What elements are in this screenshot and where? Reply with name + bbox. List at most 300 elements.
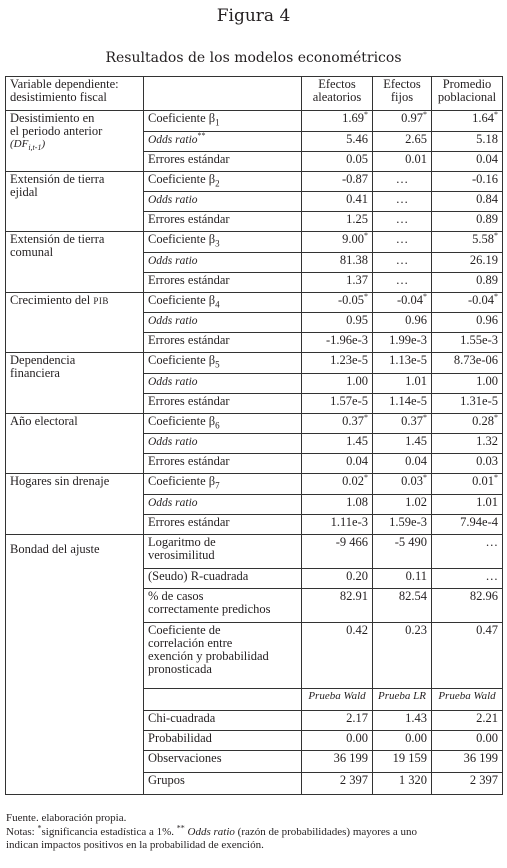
footnote — [6, 823, 504, 852]
value-cell — [373, 232, 432, 253]
statistic-label-cell — [144, 413, 302, 434]
fit-value-cell — [432, 622, 503, 688]
variable-row — [6, 353, 503, 374]
test-stat-label-cell — [144, 730, 302, 750]
value: -0.05 — [337, 292, 364, 307]
value: … — [395, 212, 409, 226]
variable-name-line: ejidal — [10, 184, 38, 199]
value-cell — [432, 192, 503, 212]
empty-test-label-cell — [144, 688, 302, 710]
test-stat-label: Chi-cuadrada — [148, 710, 216, 725]
value: 0.28 — [472, 413, 494, 428]
statistic-label: Errores estándar — [148, 151, 230, 166]
test-name-cell — [302, 688, 373, 710]
value-cell — [373, 454, 432, 474]
test-stat-value-cell — [373, 730, 432, 750]
footnote-line-1 — [6, 823, 504, 839]
value: 5.58 — [472, 232, 494, 246]
value: 1.64 — [472, 111, 494, 125]
variable-name-cell — [6, 171, 144, 232]
value: -0.87 — [341, 171, 368, 186]
symbol-close: ) — [41, 138, 46, 150]
header-line: Efectos — [383, 77, 421, 91]
value: 1.37 — [346, 272, 368, 287]
significance-mark: * — [423, 473, 427, 482]
fit-value: -9 466 — [335, 534, 368, 549]
fit-value: -5 490 — [394, 534, 427, 549]
header-line: fijos — [390, 90, 414, 104]
statistic-label: Errores estándar — [148, 454, 230, 468]
value: 1.00 — [346, 373, 368, 388]
variable-name-acronym: PIB — [93, 295, 109, 306]
value-cell — [432, 333, 503, 353]
value-cell — [302, 292, 373, 313]
value-cell — [373, 333, 432, 353]
statistic-label: Coeficiente β — [148, 292, 216, 307]
significance-mark: * — [494, 473, 498, 482]
value-cell — [373, 171, 432, 192]
statistic-label: Coeficiente β — [148, 171, 216, 186]
fit-label-line: (Seudo) R-cuadrada — [148, 568, 249, 583]
statistic-label-cell — [144, 353, 302, 374]
value: 0.04 — [346, 454, 368, 468]
statistic-label-cell — [144, 192, 302, 212]
fit-value: 0.20 — [346, 568, 368, 583]
fit-value-cell — [373, 534, 432, 568]
statistic-label: Coeficiente β — [148, 353, 216, 367]
value: 1.31e-5 — [460, 393, 498, 408]
value: 0.96 — [405, 313, 427, 327]
value-cell — [373, 252, 432, 272]
value-cell — [432, 111, 503, 132]
significance-mark: * — [494, 413, 498, 422]
variable-name-cell — [6, 474, 144, 535]
variable-symbol — [10, 138, 139, 154]
value-cell — [373, 151, 432, 171]
value: 0.05 — [346, 151, 368, 166]
test-stat-value-cell — [373, 750, 432, 772]
fit-value: 82.54 — [398, 588, 427, 603]
variable-name-cell — [6, 353, 144, 414]
value: 1.01 — [476, 494, 498, 509]
value-cell — [302, 313, 373, 333]
significance-mark: * — [37, 823, 42, 833]
value-cell — [432, 373, 503, 393]
test-stat-value-cell — [302, 730, 373, 750]
significance-mark: * — [364, 292, 368, 301]
value: -0.04 — [467, 292, 494, 307]
significance-mark: * — [364, 231, 368, 240]
value: 1.23e-5 — [330, 353, 368, 367]
fit-label-cell — [144, 622, 302, 688]
test-stat-value-cell — [432, 750, 503, 772]
variable-name-line: Dependencia — [10, 353, 76, 367]
value-cell — [432, 171, 503, 192]
statistic-label: Coeficiente β — [148, 474, 216, 488]
test-stat-value: 1 320 — [398, 772, 427, 787]
fit-value: 0.23 — [405, 622, 427, 637]
odds-text: (razón de probabilidades) mayores a uno — [234, 826, 417, 838]
value: 1.02 — [405, 494, 427, 509]
statistic-label: Odds ratio — [148, 375, 198, 388]
source-note: Fuente. elaboración propia. — [6, 812, 127, 824]
value: 0.89 — [476, 272, 498, 287]
value: 0.84 — [476, 192, 498, 206]
test-stat-value: 0.00 — [346, 730, 368, 745]
value: 1.25 — [346, 212, 368, 226]
statistic-label: Coeficiente β — [148, 413, 216, 428]
value: 1.99e-3 — [389, 333, 427, 347]
statistic-label-cell — [144, 474, 302, 495]
value-cell — [432, 292, 503, 313]
value: 8.73e-06 — [453, 353, 498, 367]
value-cell — [302, 333, 373, 353]
symbol-open: (DF — [10, 138, 29, 150]
value-cell — [432, 272, 503, 292]
value: … — [395, 232, 409, 246]
value-cell — [432, 413, 503, 434]
fit-value-cell — [302, 568, 373, 588]
dependent-header-line: Variable dependiente: — [10, 77, 119, 91]
value-cell — [373, 313, 432, 333]
significance-mark: * — [494, 231, 498, 240]
value: 0.04 — [405, 454, 427, 468]
beta-subscript: 1 — [215, 117, 220, 128]
statistic-label: Errores estándar — [148, 393, 230, 408]
statistic-label-cell — [144, 514, 302, 534]
fit-value: 0.47 — [476, 622, 498, 637]
test-name: Prueba Wald — [438, 689, 496, 702]
fit-label-line: Coeficiente de — [148, 622, 221, 637]
value-cell — [302, 454, 373, 474]
value: 1.55e-3 — [460, 333, 498, 347]
value-cell — [302, 434, 373, 454]
variable-row — [6, 171, 503, 192]
test-stat-value: 0.00 — [476, 730, 498, 745]
statistic-label: Odds ratio — [148, 496, 198, 509]
value: -0.04 — [396, 292, 423, 307]
header-line: Efectos — [318, 77, 356, 91]
variable-name-cell — [6, 111, 144, 172]
value: 0.01 — [472, 474, 494, 488]
value: 0.02 — [342, 474, 364, 488]
variable-name-line: Extensión de tierra — [10, 171, 105, 186]
variable-name-line: el periodo anterior — [10, 124, 103, 138]
fit-value-cell — [432, 534, 503, 568]
fit-value-cell — [432, 588, 503, 622]
header-random-effects — [302, 77, 373, 111]
value-cell — [432, 252, 503, 272]
test-stat-value-cell — [373, 710, 432, 730]
test-name: Prueba LR — [378, 689, 426, 702]
header-population-average — [432, 77, 503, 111]
statistic-label-cell — [144, 272, 302, 292]
header-row — [6, 77, 503, 111]
fit-value: … — [485, 568, 498, 583]
header-fixed-effects — [373, 77, 432, 111]
value: 81.38 — [339, 252, 368, 267]
statistic-label-cell — [144, 292, 302, 313]
value: … — [395, 192, 409, 206]
footnote-line-2: indican impactos positivos en la probabilidad de exención. — [6, 839, 264, 851]
test-name-cell — [432, 688, 503, 710]
value-cell — [373, 272, 432, 292]
statistic-label-cell — [144, 252, 302, 272]
test-stat-value: 0.00 — [405, 730, 427, 745]
statistic-label-cell — [144, 454, 302, 474]
value-cell — [432, 454, 503, 474]
test-stat-label: Grupos — [148, 772, 185, 787]
value: 1.57e-5 — [330, 393, 368, 408]
value: 1.45 — [405, 434, 427, 448]
significance-mark: * — [364, 473, 368, 482]
value: 5.46 — [346, 131, 368, 146]
fit-value: 82.96 — [469, 588, 498, 603]
value-cell — [302, 131, 373, 151]
beta-subscript: 5 — [215, 359, 220, 370]
statistic-label: Errores estándar — [148, 212, 230, 226]
statistic-label-cell — [144, 111, 302, 132]
statistic-label: Odds ratio — [148, 436, 198, 448]
test-stat-label-cell — [144, 750, 302, 772]
fit-value-cell — [373, 622, 432, 688]
fit-name: Bondad del ajuste — [10, 541, 100, 556]
beta-subscript: 6 — [215, 420, 220, 430]
header-line: poblacional — [437, 90, 497, 104]
value: 0.97 — [401, 111, 423, 125]
value-cell — [302, 514, 373, 534]
value: 1.45 — [346, 434, 368, 448]
value-cell — [302, 272, 373, 292]
fit-value: 82.91 — [339, 588, 368, 603]
fit-label-line: pronosticada — [148, 661, 212, 676]
test-name: Prueba Wald — [308, 689, 366, 702]
statistic-label-cell — [144, 151, 302, 171]
value-cell — [302, 353, 373, 374]
statistic-label: Errores estándar — [148, 514, 230, 529]
test-stat-value: 2 397 — [469, 772, 498, 787]
value-cell — [302, 232, 373, 253]
value-cell — [373, 393, 432, 413]
fit-value: 0.42 — [346, 622, 368, 637]
variable-name-line: comunal — [10, 245, 54, 259]
header-line: aleatorios — [312, 90, 362, 104]
value-cell — [373, 192, 432, 212]
variable-name-line: Desistimiento en — [10, 111, 95, 125]
variable-row — [6, 111, 503, 132]
fit-value-cell — [302, 534, 373, 568]
value: 0.41 — [346, 192, 368, 206]
fit-label-line: verosimilitud — [148, 547, 215, 562]
value-cell — [432, 232, 503, 253]
variable-name-line: Extensión de tierra — [10, 232, 105, 246]
significance-mark: * — [494, 292, 498, 301]
value: 1.08 — [346, 494, 368, 509]
fit-value-cell — [302, 588, 373, 622]
value: 0.37 — [342, 413, 364, 428]
value-cell — [432, 353, 503, 374]
variable-name-cell — [6, 232, 144, 293]
test-stat-value: 1.43 — [405, 710, 427, 725]
value: 1.13e-5 — [389, 353, 427, 367]
value-cell — [373, 353, 432, 374]
statistic-label-cell — [144, 333, 302, 353]
statistic-label: Errores estándar — [148, 272, 230, 287]
label-superscript: ** — [197, 131, 206, 140]
test-stat-value: 36 199 — [333, 750, 368, 765]
odds-label: Odds ratio — [184, 826, 235, 838]
value-cell — [432, 393, 503, 413]
significance-text: significancia estadística a 1%. — [41, 826, 177, 838]
beta-subscript: 2 — [215, 178, 220, 188]
fit-row — [6, 534, 503, 568]
value: 1.14e-5 — [389, 393, 427, 408]
value-cell — [302, 494, 373, 514]
statistic-label: Odds ratio — [148, 254, 198, 267]
value-cell — [432, 151, 503, 171]
statistic-label: Coeficiente β — [148, 232, 216, 246]
table-title: Resultados de los modelos econométricos — [105, 50, 402, 66]
value: 2.65 — [405, 131, 427, 146]
value: 0.04 — [476, 151, 498, 166]
fit-value-cell — [302, 622, 373, 688]
significance-mark: * — [423, 292, 427, 301]
value-cell — [373, 514, 432, 534]
value-cell — [302, 474, 373, 495]
test-stat-value: 36 199 — [463, 750, 498, 765]
value: -0.16 — [471, 171, 498, 186]
dependent-variable-header — [6, 77, 144, 111]
header-line: Promedio — [442, 77, 492, 91]
notes-prefix: Notas: — [6, 826, 38, 838]
variable-name-line: Crecimiento del — [10, 292, 94, 307]
test-stat-value-cell — [432, 710, 503, 730]
significance-mark: * — [494, 110, 498, 119]
variable-name-cell — [6, 292, 144, 353]
fit-value: … — [485, 534, 498, 549]
results-table — [5, 76, 503, 795]
value: … — [395, 252, 409, 267]
figure-title: Figura 4 — [216, 6, 291, 26]
value-cell — [302, 212, 373, 232]
variable-row — [6, 232, 503, 253]
statistic-label-cell — [144, 131, 302, 151]
fit-label-line: correlación entre — [148, 635, 233, 650]
significance-mark: * — [364, 413, 368, 422]
statistic-label: Coeficiente β — [148, 111, 216, 125]
test-stat-value-cell — [432, 730, 503, 750]
value-cell — [373, 494, 432, 514]
fit-value-cell — [373, 588, 432, 622]
fit-label-cell — [144, 588, 302, 622]
value: 9.00 — [342, 232, 364, 246]
beta-subscript: 3 — [215, 238, 220, 249]
value: 1.69 — [342, 111, 364, 125]
symbol-subscript: i,t-1 — [28, 143, 42, 153]
test-name-cell — [373, 688, 432, 710]
test-stat-label-cell — [144, 772, 302, 794]
value-cell — [373, 413, 432, 434]
fit-label-cell — [144, 534, 302, 568]
statistic-label-cell — [144, 313, 302, 333]
value-cell — [302, 111, 373, 132]
value-cell — [432, 494, 503, 514]
test-stat-label: Probabilidad — [148, 730, 212, 745]
value-cell — [373, 212, 432, 232]
variable-row — [6, 292, 503, 313]
test-stat-value: 2.21 — [476, 710, 498, 725]
fit-value: 0.11 — [405, 568, 427, 583]
fit-value-cell — [373, 568, 432, 588]
variable-row — [6, 413, 503, 434]
value-cell — [373, 434, 432, 454]
value: 1.11e-3 — [330, 514, 368, 529]
fit-value-cell — [432, 568, 503, 588]
value: 0.96 — [476, 313, 498, 327]
significance-mark: * — [364, 110, 368, 119]
beta-subscript: 7 — [215, 480, 220, 491]
test-stat-value-cell — [302, 772, 373, 794]
value-cell — [432, 434, 503, 454]
value: 1.00 — [476, 373, 498, 388]
fit-label-line: correctamente predichos — [148, 601, 271, 616]
statistic-label: Errores estándar — [148, 333, 230, 347]
variable-name-line: Hogares sin drenaje — [10, 474, 110, 488]
fit-label-cell — [144, 568, 302, 588]
value: 0.03 — [476, 454, 498, 468]
value: 26.19 — [469, 252, 498, 267]
statistic-label-cell — [144, 434, 302, 454]
value-cell — [373, 474, 432, 495]
odds-mark: ** — [176, 823, 185, 833]
statistic-label-cell — [144, 373, 302, 393]
value: 0.03 — [401, 474, 423, 488]
empty-header-cell — [144, 77, 302, 111]
statistic-label-cell — [144, 232, 302, 253]
significance-mark: * — [423, 413, 427, 422]
value: 0.95 — [346, 313, 368, 327]
value-cell — [373, 292, 432, 313]
value-cell — [302, 252, 373, 272]
value: … — [395, 171, 409, 186]
variable-name-wrap — [10, 294, 139, 308]
test-stat-value: 19 159 — [392, 750, 427, 765]
value: 1.59e-3 — [389, 514, 427, 529]
value: 0.01 — [405, 151, 427, 166]
test-stat-label: Observaciones — [148, 750, 222, 765]
value-cell — [302, 393, 373, 413]
value: 1.32 — [476, 434, 498, 448]
test-stat-value-cell — [432, 772, 503, 794]
value: 5.18 — [476, 131, 498, 146]
fit-label-line: Logaritmo de — [148, 534, 216, 549]
beta-subscript: 4 — [215, 299, 220, 309]
value-cell — [373, 131, 432, 151]
statistic-label: Odds ratio — [148, 133, 198, 146]
value: 0.37 — [401, 413, 423, 428]
value-cell — [432, 474, 503, 495]
statistic-label-cell — [144, 393, 302, 413]
value-cell — [302, 151, 373, 171]
value: 0.89 — [476, 212, 498, 226]
statistic-label: Odds ratio — [148, 194, 198, 206]
value-cell — [302, 171, 373, 192]
fit-label-line: % de casos — [148, 588, 204, 603]
value-cell — [302, 413, 373, 434]
significance-mark: * — [423, 110, 427, 119]
value: … — [395, 272, 409, 287]
test-stat-value-cell — [302, 710, 373, 730]
